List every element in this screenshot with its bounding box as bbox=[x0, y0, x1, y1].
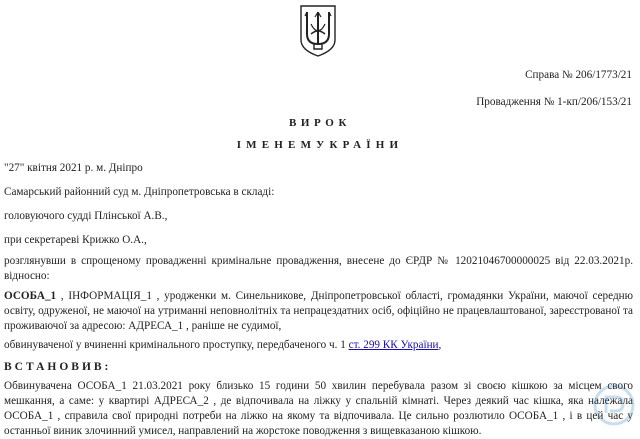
presiding-judge: головуючого судді Плінської А.В., bbox=[4, 210, 168, 222]
watermark-logo-icon bbox=[592, 383, 636, 427]
case-number: Справа № 206/1773/21 bbox=[525, 69, 632, 81]
court-name: Самарський районний суд м. Дніпропетровська в складі: bbox=[4, 186, 275, 198]
proceeding-number: Провадження № 1-кп/206/153/21 bbox=[476, 96, 632, 108]
accusation-tail: , bbox=[438, 339, 442, 351]
considering-paragraph: розглянувши в спрощеному провадженні кримінальне провадження, внесене до ЄРДР № 12021046700000025 від 22.03.2021р. відносно: bbox=[4, 255, 633, 282]
defendant-details: , ІНФОРМАЦІЯ_1 , уродженки м. Синельникове, Дніпропетровської області, громадянки України, маючої середню освіту, одруженої, не маючої на утриманні неповнолітніх та непрацездатних осіб, офіційно не працевлаштованої, зареєстрованої та проживаючої за адресою: АДРЕСА_1 , раніше не судимої, bbox=[4, 290, 633, 332]
defendant-name: ОСОБА_1 bbox=[4, 290, 57, 302]
verdict-title: ВИРОК bbox=[288, 117, 352, 129]
accusation-text: обвинуваченої у вчиненні кримінального проступку, передбаченого ч. 1 bbox=[4, 339, 349, 351]
date-place: "27" квітня 2021 р. м. Дніпро bbox=[4, 162, 143, 174]
trident-emblem-icon bbox=[299, 4, 337, 58]
court-secretary: при секретареві Крижко О.А., bbox=[4, 234, 147, 246]
article-299-link[interactable]: ст. 299 КК України bbox=[348, 339, 439, 351]
defendant-paragraph bbox=[4, 289, 633, 334]
accusation-line bbox=[4, 339, 441, 352]
in-name-of-ukraine-title: ІМЕНЕМУКРАЇНИ bbox=[236, 139, 404, 151]
established-paragraph: Обвинувачена ОСОБА_1 21.03.2021 року близько 15 години 50 хвилин перебувала разом зі своєю кішкою за місцем свого мешкання, а саме: у квартирі АДРЕСА_2 , де відпочивала на ліжку у спальній кімнаті. Через деякий час кішка, яка належала ОСОБА_1 , справила свої природні потреби на ліжко на якому та відпочивала. Це сильно розлютило ОСОБА_1 , і в цей час у останньої виник злочинний умисел, направлений на жорстоке поводження з вищевказаною кішкою. bbox=[4, 380, 633, 437]
established-heading: ВСТАНОВИВ: bbox=[4, 361, 112, 373]
